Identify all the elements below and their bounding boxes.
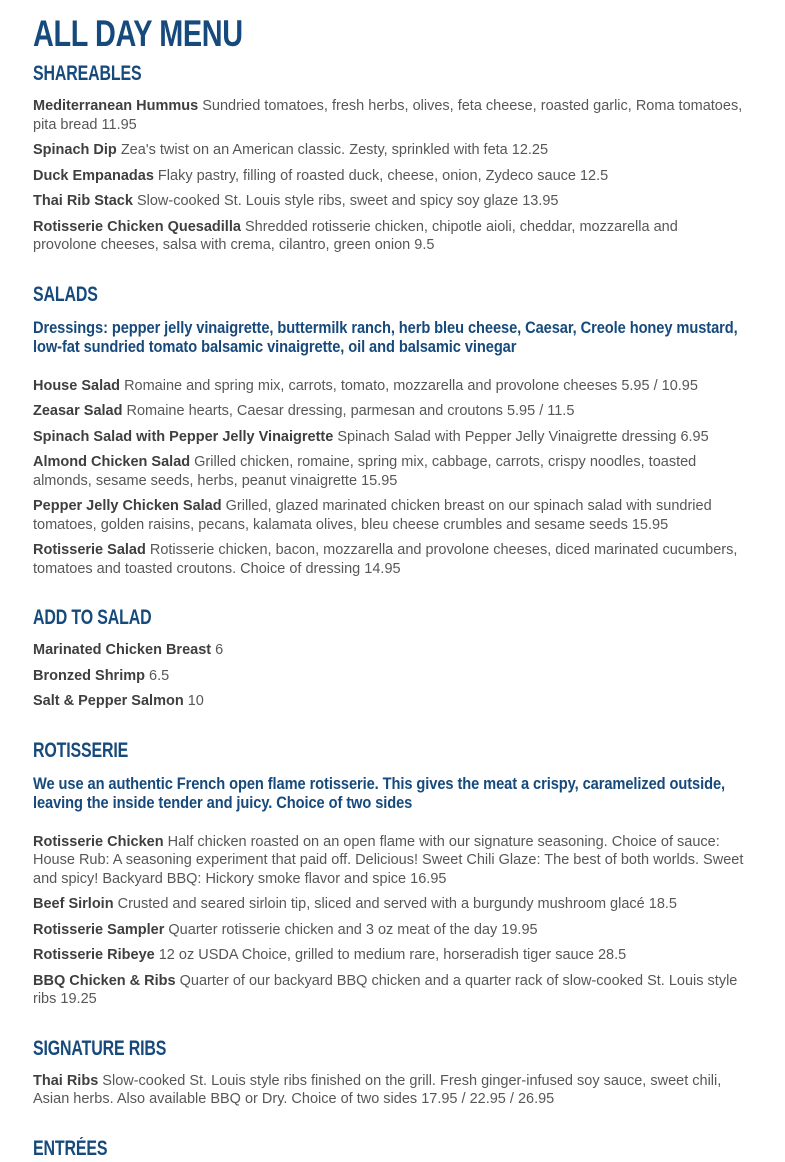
menu-item: [33, 921, 745, 940]
section-items: [33, 97, 745, 255]
menu-item: [33, 428, 745, 447]
section-items: [33, 833, 745, 1009]
item-description: Flaky pastry, filling of roasted duck, cheese, onion, Zydeco sauce: [157, 167, 576, 184]
item-price: 19.95: [501, 921, 538, 938]
menu-section: [33, 281, 745, 579]
item-price: 5.95 / 10.95: [621, 377, 698, 394]
item-description: Spinach Salad with Pepper Jelly Vinaigrette dressing: [337, 428, 677, 445]
item-description: Rotisserie chicken, bacon, mozzarella and provolone cheeses, diced marinated cucumbers, tomatoes and toasted croutons. Choice of dressing: [33, 542, 738, 577]
item-name: Pepper Jelly Chicken Salad: [33, 498, 222, 514]
item-price: 10: [187, 693, 204, 709]
item-price: 6.5: [149, 667, 170, 684]
section-heading: [33, 1035, 745, 1062]
section-heading: [33, 604, 745, 631]
item-price: 14.95: [364, 560, 401, 577]
item-price: 9.5: [414, 237, 435, 253]
section-items: [33, 1072, 745, 1109]
item-price: 15.95: [631, 516, 669, 533]
item-name: Beef Sirloin: [33, 896, 114, 912]
menu-item: [33, 946, 745, 965]
item-price: 12.25: [511, 142, 549, 158]
item-name: Zeasar Salad: [33, 403, 123, 419]
menu-sections: [33, 60, 745, 1162]
section-note: Dressings: pepper jelly vinaigrette, buttermilk ranch, herb bleu cheese, Caesar, Creole honey mustard, low-fat sundried tomato balsamic vinaigrette, oil and balsamic vinegar: [33, 317, 738, 356]
item-description: Grilled chicken, romaine, spring mix, cabbage, carrots, crispy noodles, toasted almonds, sesame seeds, herbs, peanut vinaigrette: [33, 454, 697, 489]
menu-item: [33, 641, 745, 660]
item-name: Spinach Dip: [33, 142, 117, 158]
section-heading-text: ADD TO SALAD: [33, 606, 152, 629]
item-name: Rotisserie Chicken Quesadilla: [33, 218, 241, 235]
menu-item: [33, 541, 745, 578]
item-price: 19.25: [60, 991, 97, 1007]
item-price: 6.95: [680, 428, 709, 445]
item-description: Crusted and seared sirloin tip, sliced and served with a burgundy mushroom glacé: [117, 896, 645, 912]
item-price: 12.5: [579, 167, 609, 184]
section-heading: [33, 60, 745, 87]
item-name: Spinach Salad with Pepper Jelly Vinaigrette: [33, 428, 334, 445]
menu-item: [33, 895, 745, 914]
page-title-text: ALL DAY MENU: [33, 13, 243, 54]
item-description: Quarter of our backyard BBQ chicken and a quarter rack of slow-cooked St. Louis style ribs: [33, 972, 738, 1007]
item-name: Duck Empanadas: [33, 167, 154, 184]
section-heading-text: ENTRÉES: [33, 1136, 108, 1160]
menu-item: [33, 218, 745, 255]
menu-item: [33, 141, 745, 160]
item-price: 5.95 / 11.5: [506, 403, 575, 419]
item-description: Grilled, glazed marinated chicken breast on our spinach salad with sundried tomatoes, golden raisins, pecans, kalamata olives, bleu cheese crumbles and sesame seeds: [33, 498, 712, 533]
section-heading: [33, 1135, 745, 1162]
section-heading-text: ROTISSERIE: [33, 738, 129, 762]
menu-item: [33, 667, 745, 686]
menu-item: [33, 453, 745, 490]
item-name: BBQ Chicken & Ribs: [33, 972, 176, 989]
menu-section: [33, 1035, 745, 1109]
item-name: Mediterranean Hummus: [33, 98, 199, 114]
item-description: Romaine hearts, Caesar dressing, parmesan and croutons: [126, 403, 503, 419]
menu-section: [33, 60, 745, 255]
item-description: Zea's twist on an American classic. Zesty, sprinkled with feta: [120, 142, 508, 158]
item-description: Slow-cooked St. Louis style ribs finished on the grill. Fresh ginger-infused soy sauce, sweet chili, Asian herbs. Also available BBQ or Dry. Choice of two sides: [33, 1072, 722, 1107]
section-items: [33, 641, 745, 711]
item-name: Almond Chicken Salad: [33, 454, 191, 470]
section-items: [33, 377, 745, 579]
item-price: 28.5: [597, 947, 627, 963]
item-name: Marinated Chicken Breast: [33, 642, 212, 658]
item-description: Romaine and spring mix, carrots, tomato, mozzarella and provolone cheeses: [124, 377, 618, 394]
menu-item: [33, 402, 745, 421]
item-price: 13.95: [522, 193, 559, 209]
menu-item: [33, 167, 745, 186]
item-description: Slow-cooked St. Louis style ribs, sweet and spicy soy glaze: [136, 193, 519, 209]
item-price: 6: [215, 642, 224, 658]
menu-item: [33, 833, 745, 889]
menu-item: [33, 692, 745, 711]
item-name: Thai Rib Stack: [33, 193, 133, 209]
menu-section: [33, 737, 745, 1009]
item-name: Thai Ribs: [33, 1072, 99, 1089]
menu-item: [33, 972, 745, 1009]
item-price: 17.95 / 22.95 / 26.95: [421, 1091, 555, 1107]
section-heading-text: SIGNATURE RIBS: [33, 1036, 167, 1060]
item-name: House Salad: [33, 377, 121, 394]
item-name: Salt & Pepper Salmon: [33, 693, 184, 709]
item-name: Rotisserie Sampler: [33, 921, 165, 938]
item-name: Rotisserie Salad: [33, 542, 146, 558]
section-heading: [33, 281, 745, 308]
item-price: 11.95: [101, 116, 137, 133]
menu-item: [33, 1072, 745, 1109]
menu-item: [33, 97, 745, 134]
item-name: Bronzed Shrimp: [33, 667, 145, 684]
menu-section: [33, 604, 745, 711]
item-description: Shredded rotisserie chicken, chipotle aioli, cheddar, mozzarella and provolone cheeses, salsa with crema, cilantro, green onion: [33, 218, 678, 253]
item-name: Rotisserie Chicken: [33, 833, 164, 850]
section-heading-text: SHAREABLES: [33, 62, 142, 85]
menu-item: [33, 497, 745, 534]
page-title: [33, 12, 745, 56]
item-price: 18.5: [648, 896, 677, 912]
item-price: 15.95: [361, 472, 398, 489]
menu-section: [33, 1135, 745, 1162]
menu-item: [33, 192, 745, 211]
item-price: 16.95: [410, 870, 447, 887]
item-description: Sundried tomatoes, fresh herbs, olives, feta cheese, roasted garlic, Roma tomatoes, pita bread: [33, 98, 743, 133]
item-description: Quarter rotisserie chicken and 3 oz meat of the day: [168, 921, 498, 938]
menu-item: [33, 377, 745, 396]
section-note: We use an authentic French open flame rotisserie. This gives the meat a crispy, caramelized outside, leaving the inside tender and juicy. Choice of two sides: [33, 773, 726, 812]
item-description: Half chicken roasted on an open flame with our signature seasoning. Choice of sauce: House Rub: A seasoning experiment that paid off. Delicious! Sweet Chili Glaze: The best of both worlds. Sweet and spicy! Backyard BBQ: Hickory smoke flavor and spice: [33, 833, 744, 887]
item-description: 12 oz USDA Choice, grilled to medium rare, horseradish tiger sauce: [158, 947, 594, 963]
section-heading: [33, 737, 745, 764]
item-name: Rotisserie Ribeye: [33, 947, 155, 963]
section-heading-text: SALADS: [33, 282, 98, 306]
